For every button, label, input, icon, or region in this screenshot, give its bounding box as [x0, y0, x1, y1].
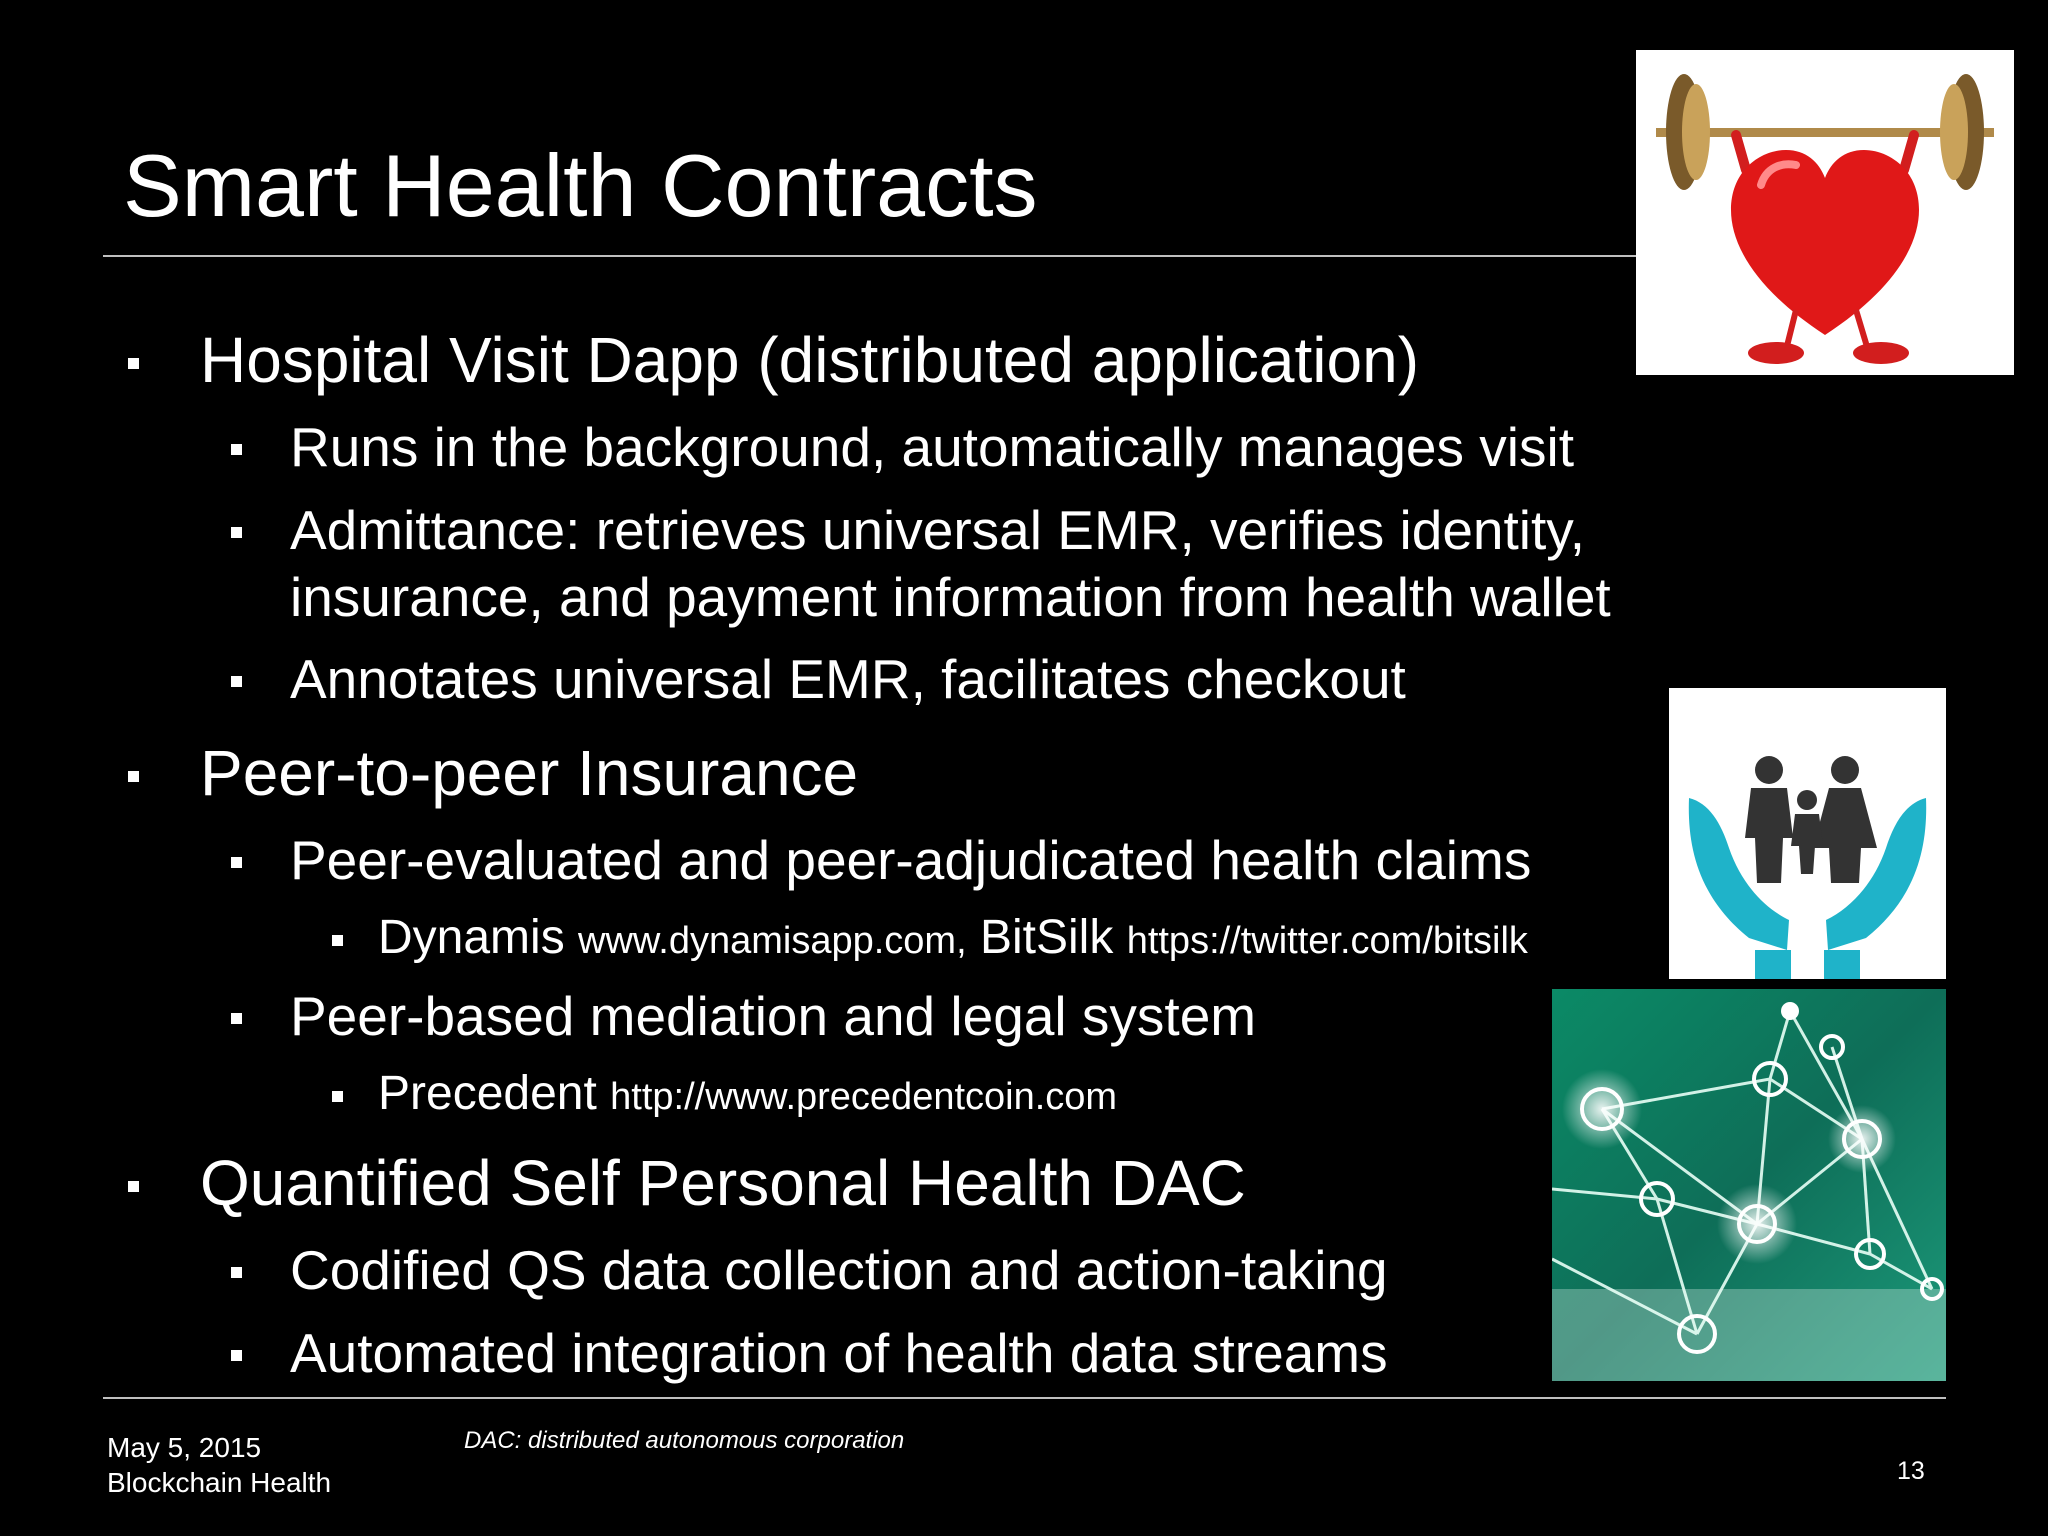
bullet-dynamis-bitsilk	[378, 909, 1528, 967]
bullet-marker	[128, 771, 139, 782]
bullet-codified-qs: Codified QS data collection and action-taking	[290, 1239, 1388, 1301]
bullet-peer-mediation: Peer-based mediation and legal system	[290, 985, 1257, 1047]
dynamis-name: Dynamis	[378, 911, 565, 964]
page-number: 13	[1897, 1457, 1925, 1485]
bullet-hospital-visit-dapp: Hospital Visit Dapp (distributed application)	[200, 324, 1419, 396]
bitsilk-link[interactable]: https://twitter.com/bitsilk	[1126, 920, 1528, 962]
footer-date: May 5, 2015	[107, 1432, 262, 1463]
bullet-marker	[231, 676, 242, 687]
bullet-runs-in-background: Runs in the background, automatically manages visit	[290, 416, 1575, 478]
bullet-marker	[231, 1267, 242, 1278]
bullet-marker	[128, 1181, 139, 1192]
footnote-dac: DAC: distributed autonomous corporation	[464, 1427, 905, 1454]
bitsilk-name: BitSilk	[979, 911, 1114, 964]
bullet-marker	[231, 1350, 242, 1361]
title-divider	[103, 255, 1637, 257]
bullet-peer-evaluated-claims: Peer-evaluated and peer-adjudicated health claims	[290, 829, 1532, 891]
bullet-precedent	[378, 1065, 1117, 1123]
bullet-admittance-line2: insurance, and payment information from health wallet	[290, 566, 1611, 628]
bullet-admittance-line1: Admittance: retrieves universal EMR, verifies identity,	[290, 499, 1585, 561]
bullet-automated-integration: Automated integration of health data streams	[290, 1322, 1388, 1384]
footer-info	[107, 1430, 331, 1500]
bullet-annotates-emr: Annotates universal EMR, facilitates checkout	[290, 648, 1406, 710]
network-nodes-image	[1552, 989, 1946, 1381]
bullet-quantified-self-dac: Quantified Self Personal Health DAC	[200, 1147, 1246, 1219]
precedent-name: Precedent	[378, 1067, 597, 1120]
bullet-marker	[128, 358, 139, 369]
dynamis-link[interactable]: www.dynamisapp.com,	[578, 920, 967, 962]
heart-barbell-image	[1636, 50, 2014, 375]
precedent-link[interactable]: http://www.precedentcoin.com	[610, 1076, 1118, 1118]
bullet-marker	[332, 935, 343, 946]
family-hands-image	[1669, 688, 1946, 979]
bullet-marker	[231, 444, 242, 455]
slide-title: Smart Health Contracts	[123, 136, 1038, 235]
bullet-marker	[231, 1013, 242, 1024]
footer-divider	[103, 1397, 1946, 1399]
bullet-p2p-insurance: Peer-to-peer Insurance	[200, 737, 859, 809]
footer-event: Blockchain Health	[107, 1467, 332, 1498]
bullet-marker	[332, 1091, 343, 1102]
bullet-marker	[231, 527, 242, 538]
bullet-marker	[231, 857, 242, 868]
